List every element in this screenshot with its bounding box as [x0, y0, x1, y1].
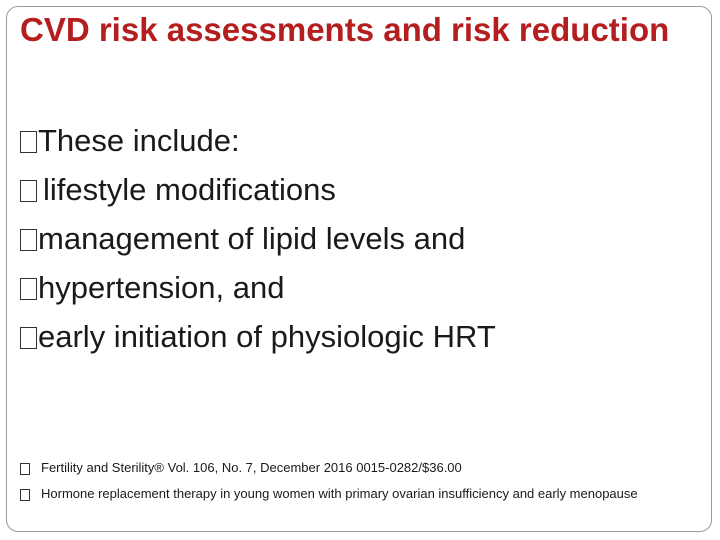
reference-item — [20, 459, 700, 477]
bullet-text: management of lipid levels and — [38, 220, 466, 256]
slide-title: CVD risk assessments and risk reduction — [20, 11, 670, 48]
reference-text: Hormone replacement therapy in young women with primary ovarian insufficiency and early menopause — [41, 486, 638, 501]
bullet-box-icon — [20, 327, 37, 349]
bullet-box-icon — [20, 489, 30, 501]
bullet-text: hypertension, and — [38, 269, 285, 305]
bullet-box-icon — [20, 131, 37, 153]
bullet-box-icon — [20, 229, 37, 251]
bullet-item — [20, 165, 700, 214]
bullet-list — [20, 116, 700, 361]
bullet-item — [20, 312, 700, 361]
bullet-box-icon — [20, 180, 37, 202]
bullet-box-icon — [20, 278, 37, 300]
reference-text: Fertility and Sterility® Vol. 106, No. 7, December 2016 0015-0282/$36.00 — [41, 460, 462, 475]
bullet-box-icon — [20, 463, 30, 475]
bullet-item — [20, 263, 700, 312]
bullet-text: early initiation of physiologic HRT — [38, 318, 496, 354]
bullet-item — [20, 116, 700, 165]
reference-list — [20, 459, 700, 511]
reference-item — [20, 485, 700, 503]
bullet-text: lifestyle modifications — [43, 171, 336, 207]
bullet-item — [20, 214, 700, 263]
bullet-text: These include: — [38, 122, 240, 158]
